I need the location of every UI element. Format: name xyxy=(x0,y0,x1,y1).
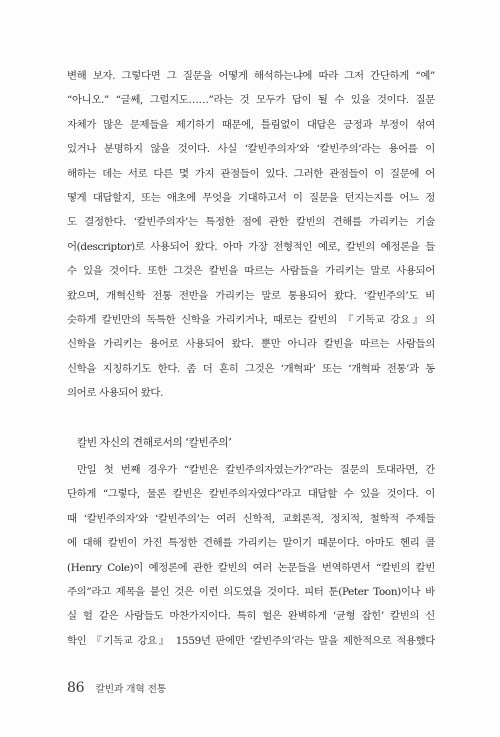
text-line: 단하게 “그렇다, 물론 칼빈은 칼빈주의자였다”라고 대답할 수 있을 것이다. 이 xyxy=(67,488,435,501)
text-line: 변해 보자. 그렇다면 그 질문을 어떻게 해석하는냐에 따라 그저 간단하게 “예” xyxy=(67,70,435,82)
text-line: 수 있을 것이다. 또한 그것은 칼빈을 따르는 사람들을 가리키는 말로 사용되어 xyxy=(67,265,435,278)
page-number: 86 xyxy=(67,680,85,696)
text-line: 주의”라고 제목을 붙인 것은 이런 의도였을 것이다. 피터 툰(Peter Toon)이나 바 xyxy=(67,585,435,598)
text-line: 에 대해 칼빈이 가진 특정한 견해를 가리키는 말이기 때문이다. 아마도 헨리 콜 xyxy=(67,537,435,550)
text-line: 의어로 사용되어 왔다. xyxy=(67,387,164,400)
running-title: 칼빈과 개혁 전통 xyxy=(95,684,166,695)
text-line: 떻게 대답할지, 또는 애초에 무엇을 기대하고서 이 질문을 던지는지를 어느 정 xyxy=(67,191,435,204)
text-line: 신학을 가리키는 용어로 사용되어 왔다. 뿐만 아니라 칼빈을 따르는 사람들의 xyxy=(67,338,435,351)
text-line: 있거나 분명하지 않을 것이다. 사실 ‘칼빈주의자’와 ‘칼빈주의’라는 용어를 이 xyxy=(67,143,435,156)
text-line: 자체가 많은 문제들을 제기하기 때문에, 틀림없이 대답은 긍정과 부정이 섞여 xyxy=(67,118,435,131)
text-line: 왔으며, 개혁신학 전통 전반을 가리키는 말로 통용되어 왔다. ‘칼빈주의’도 비 xyxy=(67,289,435,302)
section-heading: 칼빈 자신의 견해로서의 ‘칼빈주의’ xyxy=(77,437,232,449)
text-line: 실 헐 같은 사람들도 마찬가지이다. 특히 헐은 완벽하게 ‘균형 잡힌’ 칼빈의 신 xyxy=(67,610,435,623)
text-line: (Henry Cole)이 예정론에 관한 칼빈의 여러 논문들을 번역하면서 “칼빈의 칼빈 xyxy=(67,561,435,574)
text-line: 해하는 데는 서로 다른 몇 가지 관점들이 있다. 그러한 관점들이 이 질문에 어 xyxy=(67,167,435,180)
body-paragraph-1 xyxy=(67,64,435,405)
text-line: 어(descriptor)로 사용되어 왔다. 아마 가장 전형적인 예로, 칼빈의 예정론을 들 xyxy=(67,240,435,253)
text-line: “아니오.” “글쎄, 그럴지도……”라는 것 모두가 답이 될 수 있을 것이다. 질문 xyxy=(67,94,435,107)
body-paragraph-2 xyxy=(67,458,435,653)
text-line: 신학을 지칭하기도 한다. 좀 더 흔히 그것은 ‘개혁파’ 또는 ‘개혁파 전통’과 동 xyxy=(67,362,435,375)
text-line: 도 결정한다. ‘칼빈주의자’는 특정한 점에 관한 칼빈의 견해를 가리키는 기술 xyxy=(67,216,435,229)
text-line: 학인 『기독교 강요』 1559년 판에만 ‘칼빈주의’라는 말을 제한적으로 적용했다 xyxy=(67,634,435,647)
text-line: 때 ‘칼빈주의자’와 ‘칼빈주의’는 여러 신학적, 교회론적, 정치적, 철학적 주제들 xyxy=(67,512,435,525)
text-line: 만일 첫 번째 경우가 “칼빈은 칼빈주의자였는가?”라는 질문의 토대라면, 간 xyxy=(77,464,435,476)
text-line: 슷하게 칼빈만의 독특한 신학을 가리키거나, 때로는 칼빈의 『기독교 강요』의 xyxy=(67,313,435,326)
page-footer xyxy=(67,677,166,696)
